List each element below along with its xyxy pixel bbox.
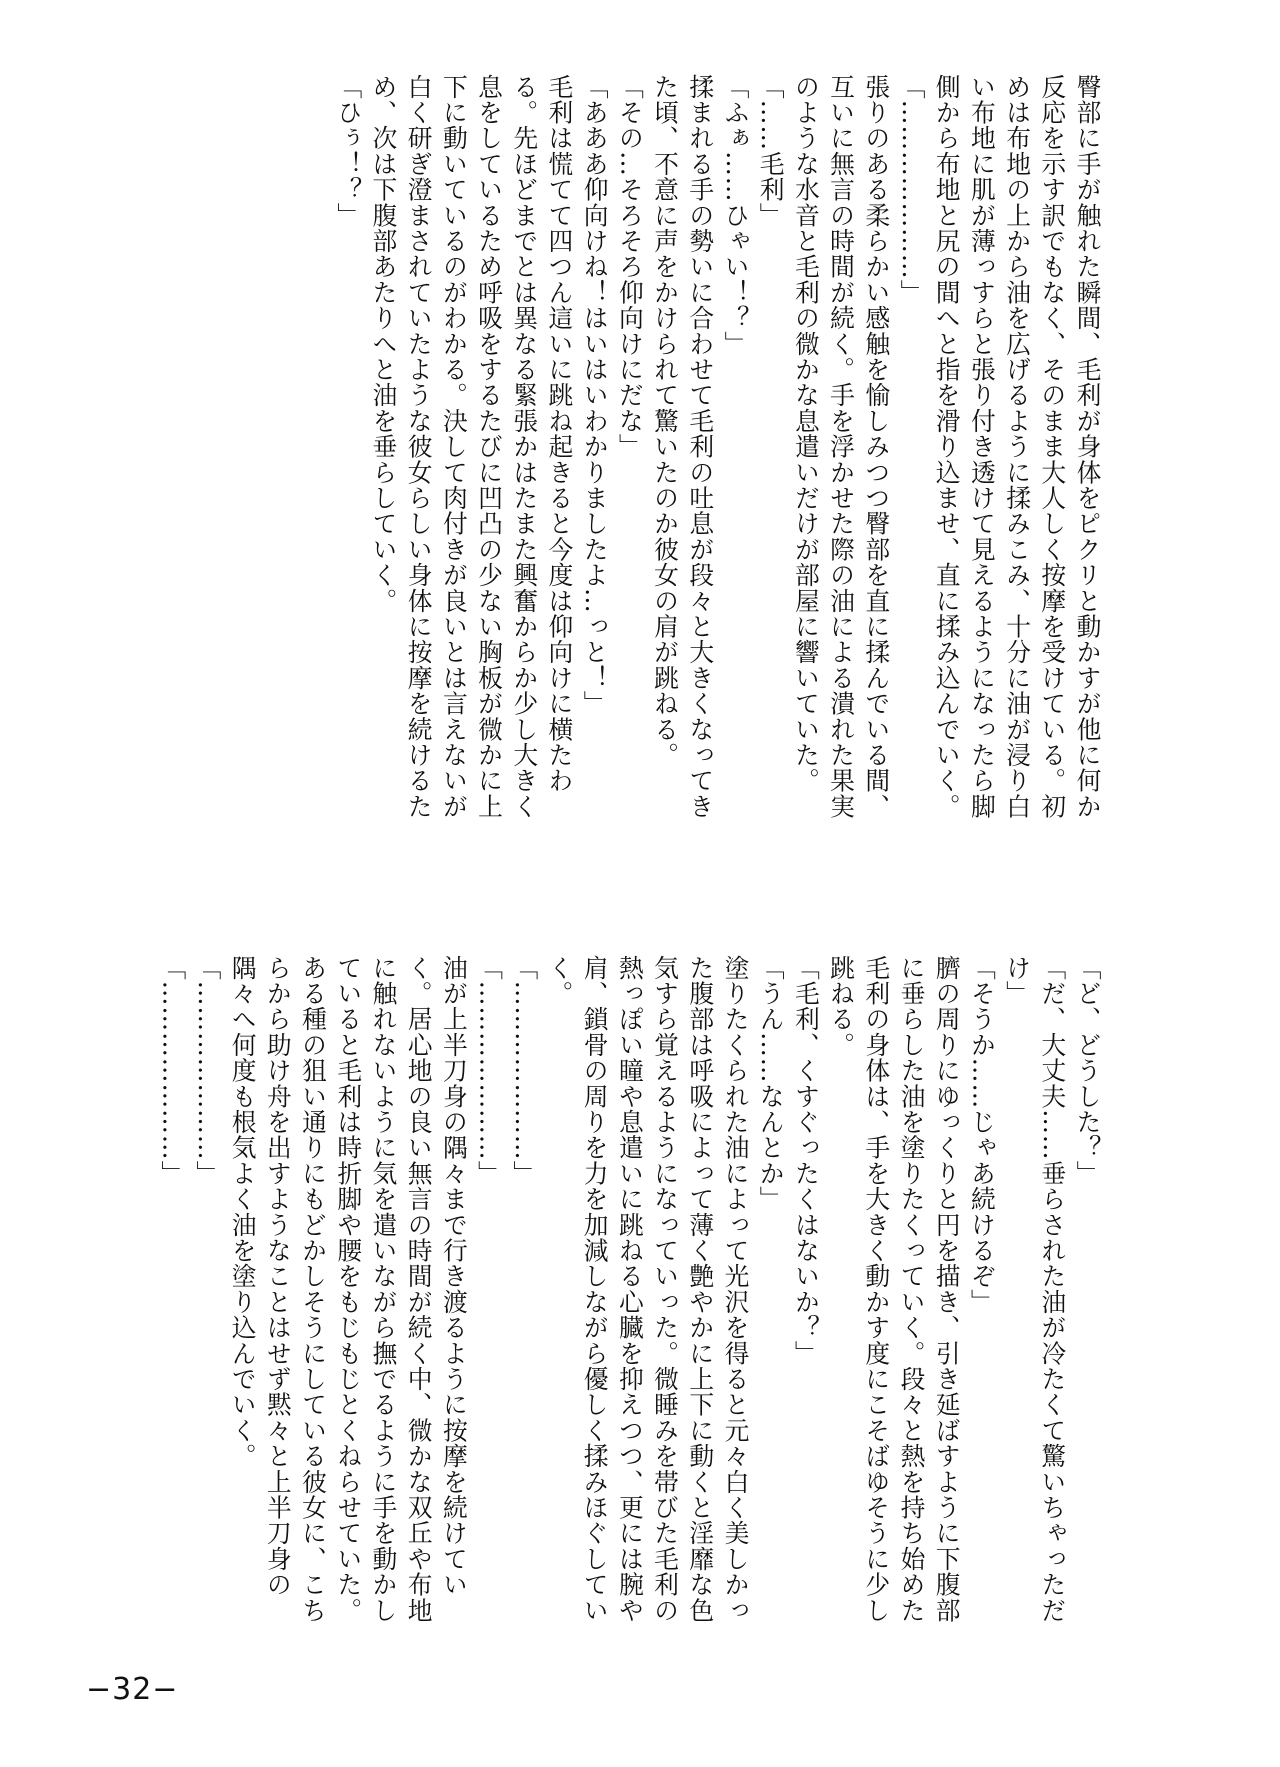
paragraph: 塗りたくられた油によって光沢を得ると元々白く美しかった腹部は呼吸によって薄く艶やかに上下に動くと淫靡な色気すら覚えるようになっていった。微睡みを帯びた毛利の熱っぽい瞳や息遣いに跳ねる心臓を抑えつつ、更には腕や肩、鎖骨の周りを力を加減しながら優しく揉みほぐしていく。 [544,955,750,1624]
paragraph: 「だ、大丈夫……垂らされた油が冷たくて驚いちゃっただけ」 [1002,955,1067,1624]
paragraph: 臍の周りにゆっくりと円を描き、引き延ばすように下腹部に垂らした油を塗りたくっていく。段々と熱を持ち始めた毛利の身体は、手を大きく動かす度にこそばゆそうに少し跳ねる。 [826,955,962,1624]
paragraph: 「……毛利」 [756,74,786,229]
paragraph: 「その…そろそろ仰向けにだな」 [615,74,645,460]
paragraph: 「毛利、くすぐったくはないか？」 [791,955,821,1367]
paragraph: 臀部に手が触れた瞬間、毛利が身体をピクリと動かすが他に何か反応を示す訳でもなく、そのまま大人しく按摩を受けている。初めは布地の上から油を広げるように揉みこみ、十分に油が浸り白い布地に肌が薄っすらと張り付き透けて見えるようになったら脚側から布地と尻の間へと指を滑り込ませ、直に揉み込んでいく。 [932,74,1102,820]
paragraph: 張りのある柔らかい感触を愉しみつつ臀部を直に揉んでいる間、互いに無言の時間が続く。手を浮かせた際の油による潰れた果実のような水音と毛利の微かな息遣いだけが部屋に響いていた。 [791,74,891,820]
paragraph: 「ひぅ！？」 [333,74,363,229]
lower-text-block [157,955,1105,1635]
paragraph: 「そうか……じゃあ続けるぞ」 [967,955,997,1315]
paragraph: 「…………………」 [157,955,187,1187]
upper-text-block [170,74,1105,844]
paragraph: 「…………………」 [896,74,926,306]
paragraph: 「…………………」 [192,955,222,1187]
paragraph: 「ふぁ……ひゃい！？」 [720,74,750,357]
paragraph: 「…………………」 [474,955,504,1187]
paragraph: 油が上半刀身の隅々まで行き渡るように按摩を続けていく。居心地の良い無言の時間が続く中、微かな双丘や布地に触れないように気を遣いながら撫でるように手を動かしていると毛利は時折脚や腰をもじもじとくねらせていた。ある種の狙い通りにもどかしそうにしている彼女に、こちらから助け舟を出すようなことはせず黙々と上半刀身の隅々へ何度も根気よく油を塗り込んでいく。 [228,955,469,1624]
paragraph: 「ど、どうした？」 [1073,955,1102,1187]
paragraph: 毛利は慌てて四つん這いに跳ね起きると今度は仰向けに横たわる。先ほどまでとは異なる緊張かはたまた興奮からか少し大きく息をしているため呼吸をするたびに凹凸の少ない胸板が微かに上下に動いているのがわかる。決して肉付きが良いとは言えないが白く研ぎ澄まされていたような彼女らしい身体に按摩を続けるため、次は下腹部あたりへと油を垂らしていく。 [368,74,574,820]
page-number: −32− [86,1672,179,1707]
paragraph: 「…………………」 [509,955,539,1187]
paragraph: 「うん……なんとか」 [756,955,786,1212]
paragraph: 「あああ仰向けね！はいはいわかりましたよ…っと！」 [580,74,610,717]
paragraph: 揉まれる手の勢いに合わせて毛利の吐息が段々と大きくなってきた頃、不意に声をかけられて驚いたのか彼女の肩が跳ねる。 [650,74,715,820]
